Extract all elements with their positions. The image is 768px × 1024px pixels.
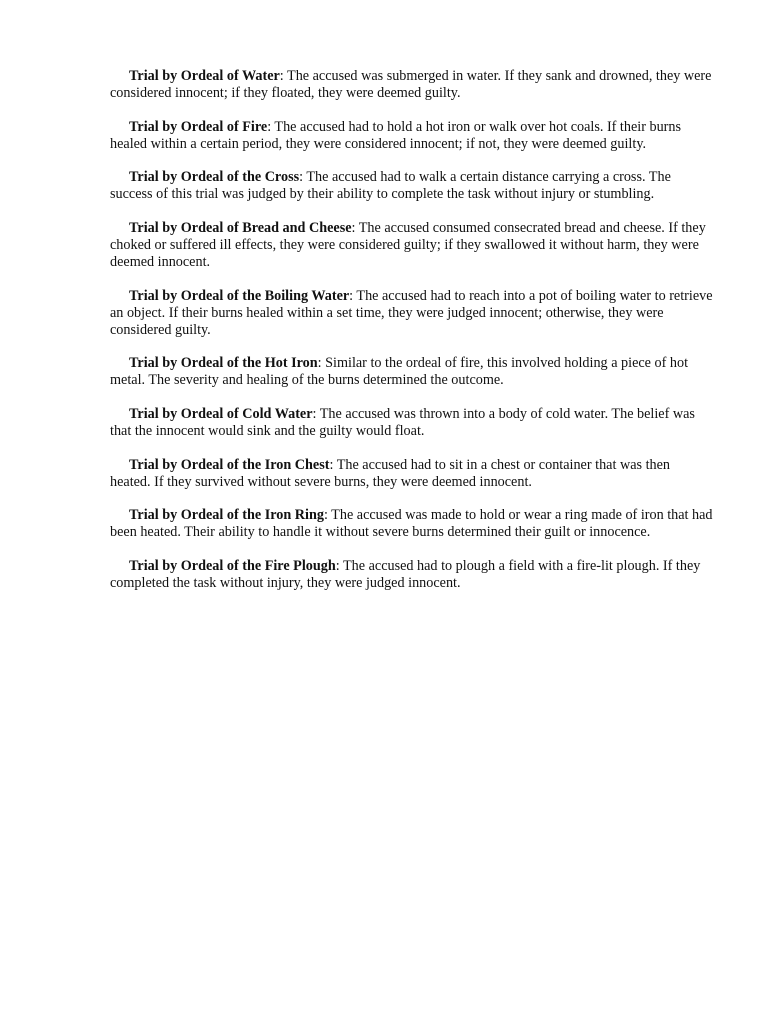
ordeal-entry xyxy=(110,406,714,440)
ordeal-description: : The accused had to sit in a chest or container that was then heated. If they survived without severe burns, they were deemed innocent. xyxy=(110,456,670,490)
document-body xyxy=(110,68,714,609)
ordeal-term: Trial by Ordeal of the Fire Plough xyxy=(129,558,336,575)
ordeal-term: Trial by Ordeal of Fire xyxy=(129,118,268,135)
ordeal-entry xyxy=(110,457,714,491)
ordeal-description: : The accused was thrown into a body of cold water. The belief was that the innocent would sink and the guilty would float. xyxy=(110,406,695,439)
ordeal-term: Trial by Ordeal of Cold Water xyxy=(129,406,313,423)
ordeal-entry xyxy=(110,507,714,541)
ordeal-term: Trial by Ordeal of Bread and Cheese xyxy=(129,220,352,237)
ordeal-term: Trial by Ordeal of the Cross xyxy=(129,169,300,186)
ordeal-description: : The accused had to plough a field with a fire-lit plough. If they completed the task without injury, they were judged innocent. xyxy=(110,558,701,592)
ordeal-description: : Similar to the ordeal of fire, this involved holding a piece of hot metal. The severity and healing of the burns determined the outcome. xyxy=(110,355,689,389)
ordeal-description: : The accused had to hold a hot iron or walk over hot coals. If their burns healed within a certain period, they were considered innocent; if not, they were deemed guilty. xyxy=(110,118,682,152)
ordeal-term: Trial by Ordeal of the Boiling Water xyxy=(129,287,350,304)
ordeal-term: Trial by Ordeal of Water xyxy=(129,68,280,84)
ordeal-description: : The accused was submerged in water. If they sank and drowned, they were considered innocent; if they floated, they were deemed guilty. xyxy=(110,68,712,101)
ordeal-entry xyxy=(110,220,714,271)
ordeal-description: : The accused had to walk a certain distance carrying a cross. The success of this trial was judged by their ability to complete the task without injury or stumbling. xyxy=(110,169,671,203)
ordeal-term: Trial by Ordeal of the Iron Ring xyxy=(129,507,324,524)
ordeal-entry xyxy=(110,288,714,339)
ordeal-description: : The accused was made to hold or wear a ring made of iron that had been heated. Their ability to handle it without severe burns determined their guilt or innocence. xyxy=(110,507,713,541)
ordeal-entry xyxy=(110,68,714,102)
ordeal-entry xyxy=(110,355,714,389)
ordeal-term: Trial by Ordeal of the Iron Chest xyxy=(129,456,330,473)
ordeal-entry xyxy=(110,169,714,203)
ordeal-description: : The accused had to reach into a pot of boiling water to retrieve an object. If their burns healed within a set time, they were judged innocent; otherwise, they were considered guilty. xyxy=(110,287,713,338)
ordeal-entry xyxy=(110,558,714,592)
ordeal-entry xyxy=(110,119,714,153)
ordeal-description: : The accused consumed consecrated bread and cheese. If they choked or suffered ill effects, they were considered guilty; if they swallowed it without harm, they were deemed innocent. xyxy=(110,220,706,270)
ordeal-term: Trial by Ordeal of the Hot Iron xyxy=(129,355,318,372)
